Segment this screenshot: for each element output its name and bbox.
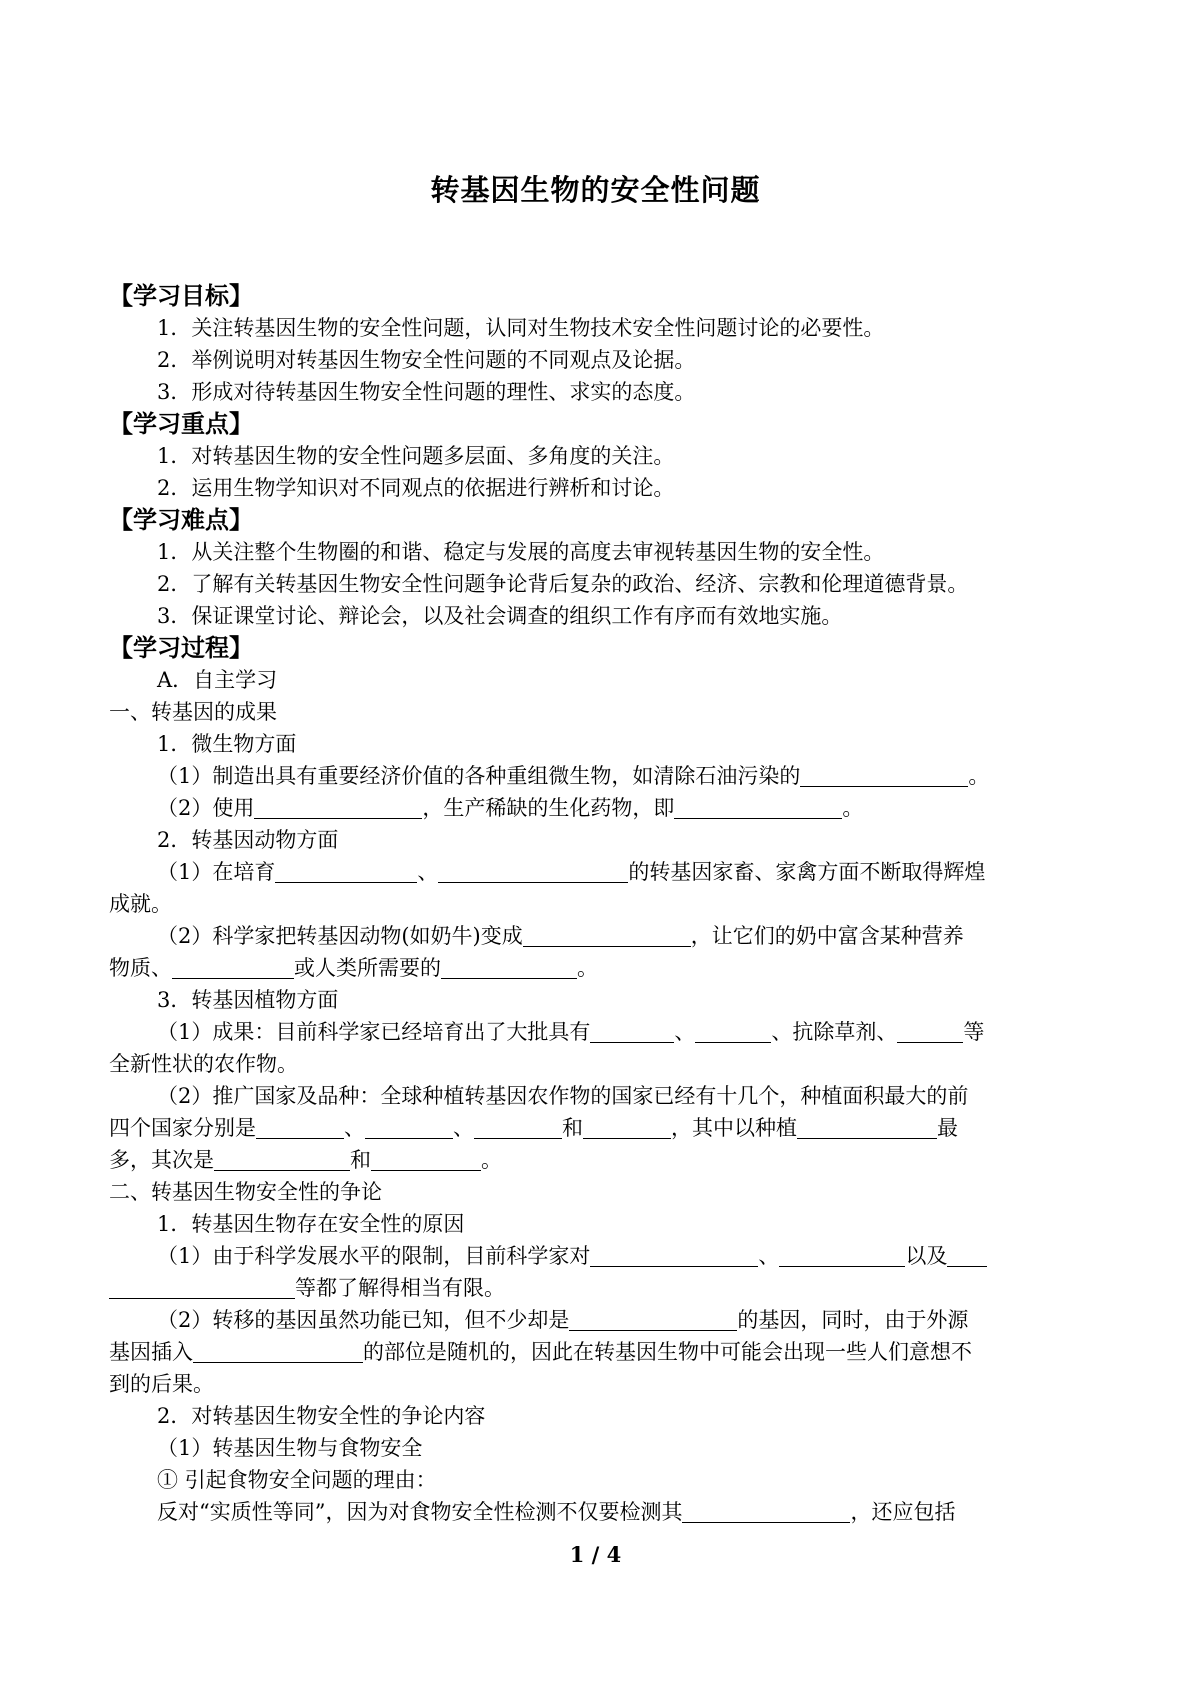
- animal-line-1: （1）在培育 、 的转基因家畜、家禽方面不断取得辉煌: [157, 860, 986, 884]
- plant-line-1: （1）成果：目前科学家已经培育出了大批具有 、 、抗除草剂、 等: [157, 1020, 985, 1044]
- reason-line-1-cont: 等都了解得相当有限。: [109, 1272, 1091, 1304]
- answer-blank[interactable]: [569, 1329, 737, 1331]
- goal-item-2: 2．举例说明对转基因生物安全性问题的不同观点及论据。: [157, 348, 696, 372]
- self-study-label: A．自主学习: [157, 668, 278, 692]
- animal-line-2-cont: 物质、 或人类所需要的 。: [109, 956, 598, 980]
- micro-line-2: （2）使用 ，生产稀缺的生化药物，即 。: [157, 796, 864, 820]
- focus-item-2: 2．运用生物学知识对不同观点的依据进行辨析和讨论。: [157, 476, 675, 500]
- reason-line-2-cont2: 到的后果。: [109, 1372, 214, 1396]
- reason-line-2-cont: 基因插入 的部位是随机的，因此在转基因生物中可能会出现一些人们意想不: [109, 1340, 972, 1364]
- part1-title: 一、转基因的成果: [109, 700, 277, 724]
- difficulty-item-3: 3．保证课堂讨论、辩论会，以及社会调查的组织工作有序而有效地实施。: [157, 604, 843, 628]
- answer-blank[interactable]: [256, 1137, 344, 1139]
- plant-line-1-cont: 全新性状的农作物。: [109, 1052, 298, 1076]
- plant-title: 3．转基因植物方面: [157, 988, 339, 1012]
- micro-title: 1．微生物方面: [157, 732, 297, 756]
- debate-sub-2: ① 引起食物安全问题的理由：: [157, 1468, 437, 1492]
- page-number: 1 / 4: [569, 1542, 622, 1567]
- section-heading-process: 【学习过程】: [109, 634, 253, 662]
- answer-blank[interactable]: [365, 1137, 453, 1139]
- answer-blank[interactable]: [254, 817, 422, 819]
- difficulty-item-2: 2．了解有关转基因生物安全性问题争论背后复杂的政治、经济、宗教和伦理道德背景。: [157, 572, 969, 596]
- answer-blank[interactable]: [109, 1297, 295, 1299]
- answer-blank[interactable]: [441, 977, 577, 979]
- answer-blank[interactable]: [797, 1137, 937, 1139]
- section-heading-focus: 【学习重点】: [109, 410, 253, 438]
- answer-blank[interactable]: [523, 945, 691, 947]
- answer-blank[interactable]: [674, 817, 842, 819]
- micro-line-1: （1）制造出具有重要经济价值的各种重组微生物，如清除石油污染的 。: [157, 764, 990, 788]
- answer-blank[interactable]: [193, 1361, 363, 1363]
- goal-item-3: 3．形成对待转基因生物安全性问题的理性、求实的态度。: [157, 380, 696, 404]
- answer-blank[interactable]: [583, 1137, 671, 1139]
- answer-blank[interactable]: [275, 881, 417, 883]
- plant-line-2: （2）推广国家及品种：全球种植转基因农作物的国家已经有十几个，种植面积最大的前: [157, 1084, 969, 1108]
- section-heading-difficulty: 【学习难点】: [109, 506, 253, 534]
- reason-title: 1．转基因生物存在安全性的原因: [157, 1212, 465, 1236]
- debate-title: 2．对转基因生物安全性的争论内容: [157, 1404, 486, 1428]
- animal-title: 2．转基因动物方面: [157, 828, 339, 852]
- reason-line-2: （2）转移的基因虽然功能已知，但不少却是 的基因，同时，由于外源: [157, 1308, 969, 1332]
- plant-line-2-cont2: 多，其次是 和 。: [109, 1148, 502, 1172]
- plant-line-2-cont: 四个国家分别是 、 、 和 ，其中以种植 最: [109, 1116, 958, 1140]
- answer-blank[interactable]: [779, 1265, 905, 1267]
- document-body: [109, 280, 1091, 1528]
- answer-blank[interactable]: [947, 1265, 987, 1267]
- answer-blank[interactable]: [682, 1521, 850, 1523]
- answer-blank[interactable]: [590, 1041, 674, 1043]
- answer-blank[interactable]: [172, 977, 294, 979]
- reason-line-1: （1）由于科学发展水平的限制，目前科学家对 、 以及: [109, 1240, 1091, 1272]
- answer-blank[interactable]: [695, 1041, 771, 1043]
- section-heading-goals: 【学习目标】: [109, 282, 253, 310]
- answer-blank[interactable]: [474, 1137, 562, 1139]
- goal-item-1: 1．关注转基因生物的安全性问题，认同对生物技术安全性问题讨论的必要性。: [157, 316, 885, 340]
- animal-line-2: （2）科学家把转基因动物(如奶牛)变成 ，让它们的奶中富含某种营养: [157, 924, 964, 948]
- answer-blank[interactable]: [214, 1169, 350, 1171]
- answer-blank[interactable]: [438, 881, 628, 883]
- part2-title: 二、转基因生物安全性的争论: [109, 1180, 382, 1204]
- focus-item-1: 1．对转基因生物的安全性问题多层面、多角度的关注。: [157, 444, 675, 468]
- answer-blank[interactable]: [590, 1265, 758, 1267]
- animal-line-1-cont: 成就。: [109, 892, 172, 916]
- page-title: 转基因生物的安全性问题: [430, 173, 761, 207]
- answer-blank[interactable]: [897, 1041, 963, 1043]
- debate-line-3: 反对“实质性等同”，因为对食物安全性检测不仅要检测其 ，还应包括: [157, 1500, 956, 1524]
- answer-blank[interactable]: [371, 1169, 481, 1171]
- difficulty-item-1: 1．从关注整个生物圈的和谐、稳定与发展的高度去审视转基因生物的安全性。: [157, 540, 885, 564]
- answer-blank[interactable]: [800, 785, 968, 787]
- debate-sub-1: （1）转基因生物与食物安全: [157, 1436, 423, 1460]
